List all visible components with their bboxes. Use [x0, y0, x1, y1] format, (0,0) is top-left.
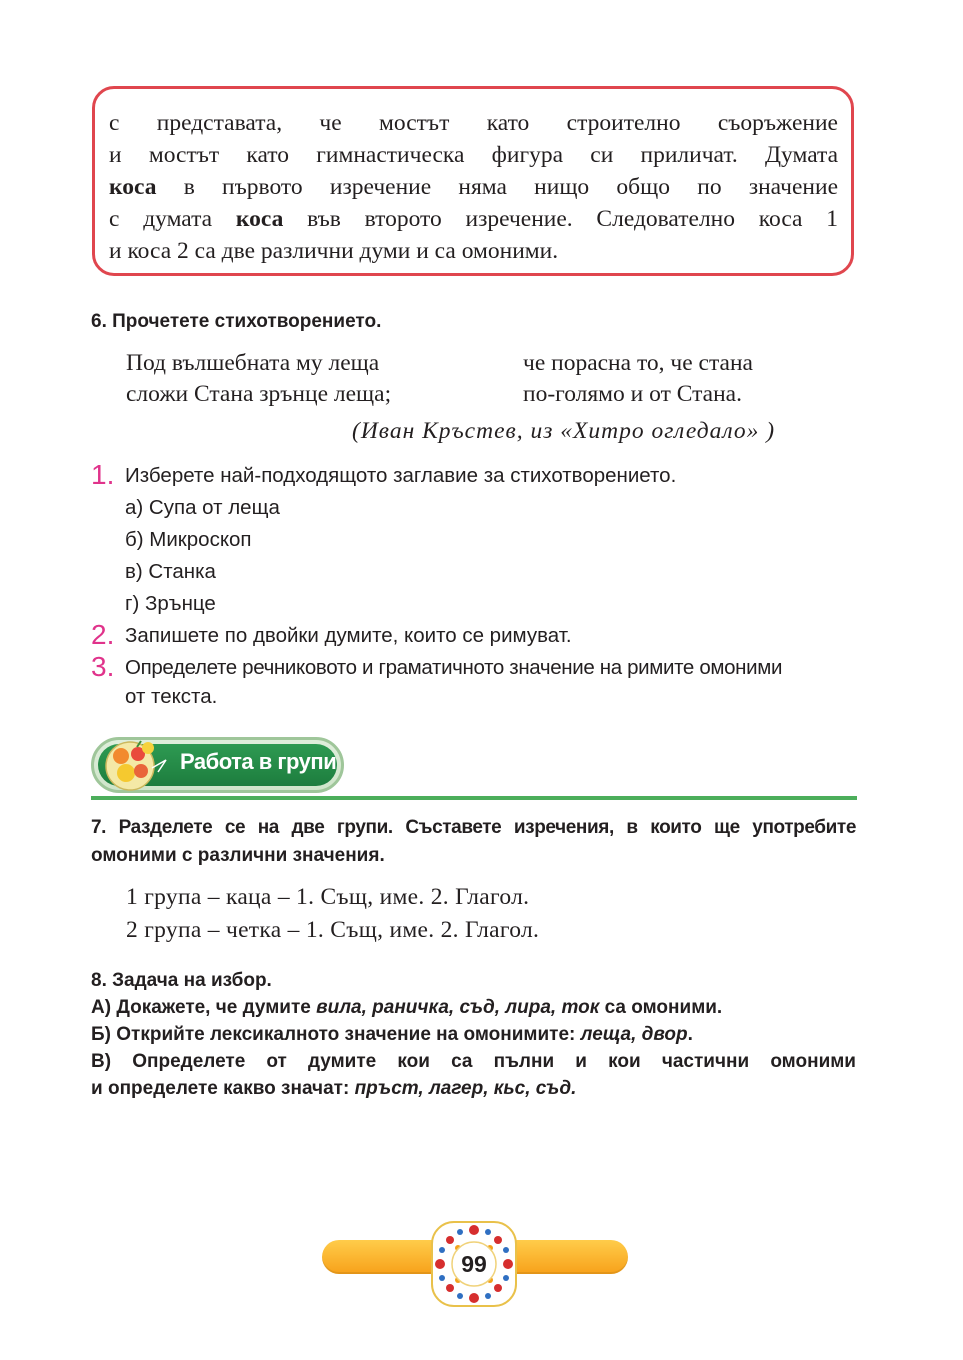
task6-heading: 6. Прочетете стихотворението.: [91, 311, 382, 332]
poem-right-2: по-голямо и от Стана.: [523, 381, 742, 407]
task8-c-line1: В) Определете от думите кои са пълни и кои частични омоними: [91, 1051, 856, 1072]
option-b: б) Микроскоп: [125, 528, 252, 551]
page-number: 99: [461, 1251, 487, 1277]
option-a: а) Супа от леща: [125, 496, 280, 519]
fruit-icon: [100, 732, 178, 794]
task8-block: [91, 968, 856, 1108]
poem-right-1: че порасна то, че стана: [523, 350, 753, 376]
task8-a: А) Докажете, че думите вила, раничка, съд, лира, ток са омоними.: [91, 997, 723, 1018]
page-number-emblem: [428, 1218, 520, 1310]
question-1-text: Изберете най-подходящото заглавие за стихотворението.: [125, 464, 677, 487]
rule-line-5: и коса 2 са две различни думи и са омоними.: [109, 238, 559, 264]
question-3-text-cont: от текста.: [125, 685, 218, 708]
question-3-text: Определете речниковото и граматичното значение на римите омоними: [125, 656, 783, 679]
question-number-2: 2.: [91, 619, 115, 650]
rule-line-2: и мостът като гимнастическа фигура си приличат. Думата: [109, 142, 838, 168]
task7-heading: 7. Разделете се на две групи. Съставете изречения, в които ще употребите омоними с различни значения.: [91, 817, 856, 866]
task8-c-line2: и определете какво значат: пръст, лагер, кьс, съд.: [91, 1078, 577, 1099]
group-work-label: Работа в групи: [180, 749, 337, 774]
poem-left-1: Под вълшебната му леща: [126, 350, 380, 376]
question-2-text: Запишете по двойки думите, които се римуват.: [125, 624, 572, 647]
group-2-line: 2 група – четка – 1. Същ, име. 2. Глагол.: [126, 917, 540, 943]
rule-line-3: коса в първото изречение няма нищо общо по значение: [109, 174, 838, 200]
group-work-badge: [91, 737, 344, 793]
task8-heading: 8. Задача на избор.: [91, 970, 272, 991]
poem-source: (Иван Кръстев, из «Хитро огледало» ): [352, 418, 776, 444]
question-number-3: 3.: [91, 651, 115, 682]
question-number-1: 1.: [91, 459, 115, 490]
poem-left-2: сложи Стана зрънце леща;: [126, 381, 392, 407]
option-d: г) Зрънце: [125, 592, 216, 615]
option-c: в) Станка: [125, 560, 216, 583]
rule-box: [92, 86, 854, 276]
group-1-line: 1 група – каца – 1. Същ, име. 2. Глагол.: [126, 884, 530, 910]
rule-line-1: с представата, че мостът като строително съоръжение: [109, 110, 838, 136]
rule-line-4: с думата коса във второто изречение. Следователно коса 1: [109, 206, 838, 232]
section-divider: [91, 796, 857, 800]
task8-b: Б) Открийте лексикалното значение на омонимите: леща, двор.: [91, 1024, 693, 1045]
